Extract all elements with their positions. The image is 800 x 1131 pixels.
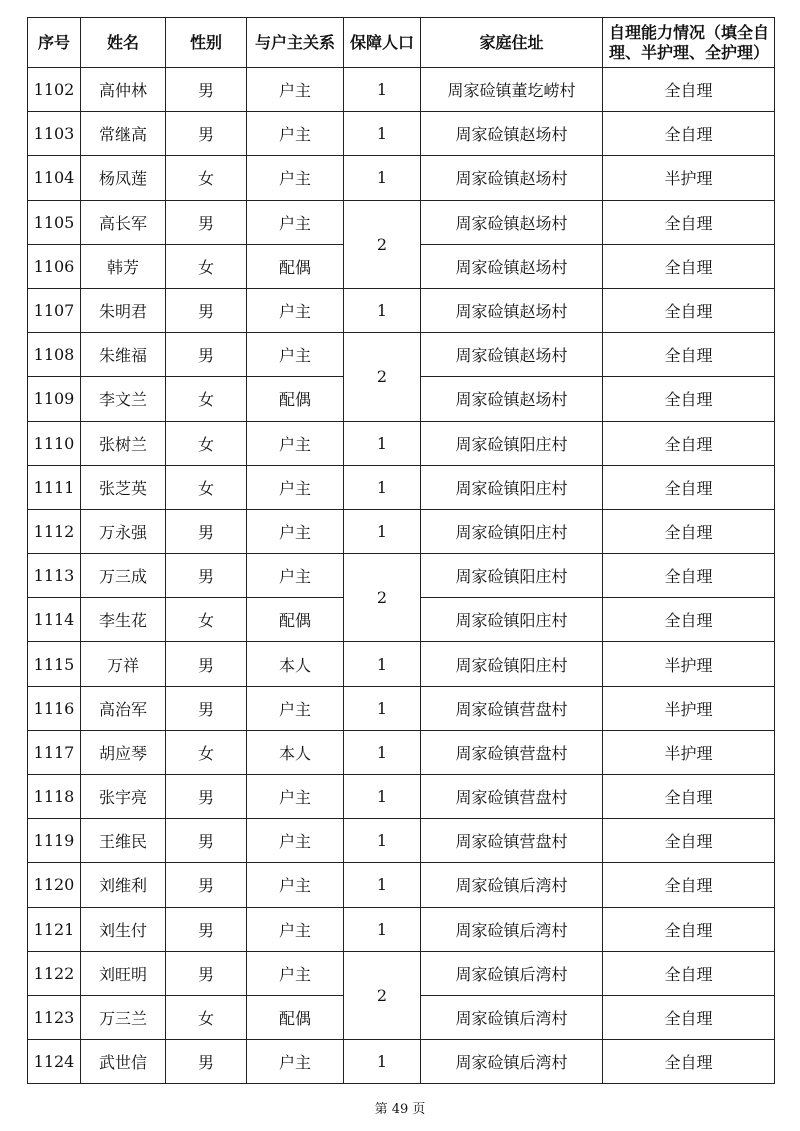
cell-ability: 全自理 [603, 112, 775, 156]
cell-name: 万三兰 [81, 995, 166, 1039]
cell-name: 万永强 [81, 509, 166, 553]
cell-address: 周家硷镇阳庄村 [421, 554, 603, 598]
cell-gender: 男 [166, 288, 247, 332]
cell-id: 1113 [28, 554, 81, 598]
cell-id: 1107 [28, 288, 81, 332]
cell-address: 周家硷镇阳庄村 [421, 465, 603, 509]
cell-id: 1110 [28, 421, 81, 465]
cell-relation: 户主 [247, 686, 344, 730]
table-row [28, 200, 775, 244]
table-row [28, 421, 775, 465]
cell-address: 周家硷镇阳庄村 [421, 642, 603, 686]
cell-address: 周家硷镇阳庄村 [421, 509, 603, 553]
cell-address: 周家硷镇后湾村 [421, 951, 603, 995]
cell-ability: 全自理 [603, 377, 775, 421]
cell-name: 刘生付 [81, 907, 166, 951]
table-row [28, 775, 775, 819]
cell-address: 周家硷镇后湾村 [421, 1040, 603, 1084]
cell-name: 李生花 [81, 598, 166, 642]
cell-address: 周家硷镇赵场村 [421, 112, 603, 156]
cell-ability: 全自理 [603, 819, 775, 863]
cell-id: 1106 [28, 244, 81, 288]
cell-name: 常继高 [81, 112, 166, 156]
cell-ability: 全自理 [603, 200, 775, 244]
cell-relation: 户主 [247, 863, 344, 907]
table-row [28, 554, 775, 598]
cell-relation: 户主 [247, 200, 344, 244]
cell-population: 1 [344, 642, 421, 686]
cell-gender: 女 [166, 421, 247, 465]
cell-relation: 配偶 [247, 377, 344, 421]
cell-id: 1105 [28, 200, 81, 244]
cell-gender: 男 [166, 1040, 247, 1084]
cell-id: 1124 [28, 1040, 81, 1084]
cell-ability: 全自理 [603, 775, 775, 819]
cell-address: 周家硷镇赵场村 [421, 156, 603, 200]
cell-population: 1 [344, 730, 421, 774]
cell-address: 周家硷镇阳庄村 [421, 598, 603, 642]
cell-gender: 男 [166, 200, 247, 244]
cell-relation: 户主 [247, 156, 344, 200]
cell-id: 1121 [28, 907, 81, 951]
cell-id: 1102 [28, 68, 81, 112]
cell-relation: 配偶 [247, 598, 344, 642]
table-row [28, 819, 775, 863]
cell-ability: 半护理 [603, 730, 775, 774]
header-id: 序号 [28, 18, 81, 68]
cell-relation: 户主 [247, 775, 344, 819]
cell-name: 高治军 [81, 686, 166, 730]
cell-address: 周家硷镇后湾村 [421, 995, 603, 1039]
cell-name: 刘维利 [81, 863, 166, 907]
cell-gender: 男 [166, 775, 247, 819]
cell-ability: 全自理 [603, 995, 775, 1039]
cell-relation: 户主 [247, 421, 344, 465]
table-row [28, 112, 775, 156]
cell-population: 1 [344, 907, 421, 951]
cell-id: 1123 [28, 995, 81, 1039]
cell-gender: 女 [166, 730, 247, 774]
cell-id: 1120 [28, 863, 81, 907]
table-row [28, 730, 775, 774]
table-row [28, 509, 775, 553]
header-relation: 与户主关系 [247, 18, 344, 68]
cell-ability: 半护理 [603, 156, 775, 200]
cell-relation: 本人 [247, 642, 344, 686]
cell-id: 1117 [28, 730, 81, 774]
cell-population: 1 [344, 775, 421, 819]
table-row [28, 642, 775, 686]
cell-ability: 全自理 [603, 907, 775, 951]
cell-population: 1 [344, 421, 421, 465]
cell-address: 周家硷镇赵场村 [421, 377, 603, 421]
cell-address: 周家硷镇赵场村 [421, 333, 603, 377]
cell-relation: 户主 [247, 509, 344, 553]
table-row [28, 68, 775, 112]
cell-ability: 全自理 [603, 333, 775, 377]
cell-name: 万祥 [81, 642, 166, 686]
table-row [28, 907, 775, 951]
cell-gender: 男 [166, 554, 247, 598]
cell-id: 1108 [28, 333, 81, 377]
cell-ability: 半护理 [603, 642, 775, 686]
cell-population: 1 [344, 112, 421, 156]
cell-ability: 全自理 [603, 863, 775, 907]
cell-relation: 户主 [247, 68, 344, 112]
cell-population: 1 [344, 1040, 421, 1084]
cell-name: 高仲林 [81, 68, 166, 112]
cell-name: 武世信 [81, 1040, 166, 1084]
cell-gender: 男 [166, 112, 247, 156]
cell-gender: 女 [166, 244, 247, 288]
cell-address: 周家硷镇后湾村 [421, 863, 603, 907]
cell-id: 1103 [28, 112, 81, 156]
table-header-row [28, 18, 775, 68]
cell-gender: 女 [166, 995, 247, 1039]
cell-address: 周家硷镇赵场村 [421, 244, 603, 288]
cell-population: 1 [344, 68, 421, 112]
cell-name: 韩芳 [81, 244, 166, 288]
cell-population: 2 [344, 554, 421, 642]
cell-population: 1 [344, 509, 421, 553]
cell-ability: 全自理 [603, 68, 775, 112]
cell-relation: 户主 [247, 819, 344, 863]
cell-name: 朱维福 [81, 333, 166, 377]
cell-relation: 户主 [247, 333, 344, 377]
cell-name: 万三成 [81, 554, 166, 598]
cell-relation: 户主 [247, 465, 344, 509]
cell-gender: 男 [166, 907, 247, 951]
header-population: 保障人口 [344, 18, 421, 68]
cell-id: 1112 [28, 509, 81, 553]
cell-ability: 全自理 [603, 509, 775, 553]
cell-ability: 全自理 [603, 1040, 775, 1084]
cell-name: 张芝英 [81, 465, 166, 509]
cell-gender: 女 [166, 598, 247, 642]
cell-id: 1115 [28, 642, 81, 686]
cell-ability: 半护理 [603, 686, 775, 730]
cell-population: 1 [344, 156, 421, 200]
page-number: 第 49 页 [374, 1102, 426, 1117]
cell-address: 周家硷镇营盘村 [421, 730, 603, 774]
cell-population: 2 [344, 333, 421, 421]
cell-name: 胡应琴 [81, 730, 166, 774]
cell-address: 周家硷镇阳庄村 [421, 421, 603, 465]
cell-name: 杨凤莲 [81, 156, 166, 200]
household-roster-table [27, 17, 775, 1084]
cell-population: 1 [344, 819, 421, 863]
cell-gender: 男 [166, 68, 247, 112]
table-row [28, 288, 775, 332]
cell-ability: 全自理 [603, 244, 775, 288]
cell-id: 1104 [28, 156, 81, 200]
table-row [28, 465, 775, 509]
cell-population: 1 [344, 288, 421, 332]
header-name: 姓名 [81, 18, 166, 68]
header-gender: 性别 [166, 18, 247, 68]
cell-id: 1122 [28, 951, 81, 995]
cell-relation: 户主 [247, 112, 344, 156]
cell-name: 李文兰 [81, 377, 166, 421]
cell-name: 王维民 [81, 819, 166, 863]
header-address: 家庭住址 [421, 18, 603, 68]
cell-address: 周家硷镇赵场村 [421, 288, 603, 332]
cell-gender: 男 [166, 863, 247, 907]
cell-population: 1 [344, 465, 421, 509]
cell-name: 高长军 [81, 200, 166, 244]
cell-population: 1 [344, 863, 421, 907]
cell-gender: 女 [166, 156, 247, 200]
header-ability: 自理能力情况（填全自理、半护理、全护理） [603, 18, 775, 68]
cell-name: 刘旺明 [81, 951, 166, 995]
cell-address: 周家硷镇赵场村 [421, 200, 603, 244]
cell-address: 周家硷镇营盘村 [421, 686, 603, 730]
cell-gender: 男 [166, 333, 247, 377]
table-row [28, 863, 775, 907]
cell-relation: 户主 [247, 907, 344, 951]
cell-ability: 全自理 [603, 421, 775, 465]
cell-population: 2 [344, 951, 421, 1039]
cell-relation: 配偶 [247, 995, 344, 1039]
table-row [28, 1040, 775, 1084]
cell-gender: 男 [166, 509, 247, 553]
cell-id: 1114 [28, 598, 81, 642]
cell-ability: 全自理 [603, 598, 775, 642]
cell-address: 周家硷镇营盘村 [421, 775, 603, 819]
cell-gender: 男 [166, 819, 247, 863]
cell-gender: 男 [166, 686, 247, 730]
cell-gender: 女 [166, 465, 247, 509]
cell-address: 周家硷镇后湾村 [421, 907, 603, 951]
cell-name: 张树兰 [81, 421, 166, 465]
cell-relation: 户主 [247, 951, 344, 995]
cell-id: 1118 [28, 775, 81, 819]
cell-relation: 配偶 [247, 244, 344, 288]
cell-name: 朱明君 [81, 288, 166, 332]
cell-id: 1116 [28, 686, 81, 730]
table-row [28, 686, 775, 730]
cell-relation: 户主 [247, 1040, 344, 1084]
cell-population: 1 [344, 686, 421, 730]
cell-ability: 全自理 [603, 465, 775, 509]
cell-gender: 女 [166, 377, 247, 421]
table-row [28, 156, 775, 200]
cell-ability: 全自理 [603, 554, 775, 598]
cell-id: 1109 [28, 377, 81, 421]
table-row [28, 951, 775, 995]
table-row [28, 333, 775, 377]
cell-ability: 全自理 [603, 288, 775, 332]
cell-gender: 男 [166, 642, 247, 686]
table-body [28, 68, 775, 1084]
cell-gender: 男 [166, 951, 247, 995]
cell-population: 2 [344, 200, 421, 288]
cell-id: 1111 [28, 465, 81, 509]
cell-name: 张宇亮 [81, 775, 166, 819]
cell-relation: 本人 [247, 730, 344, 774]
cell-relation: 户主 [247, 288, 344, 332]
cell-ability: 全自理 [603, 951, 775, 995]
cell-id: 1119 [28, 819, 81, 863]
cell-relation: 户主 [247, 554, 344, 598]
cell-address: 周家硷镇董圪崂村 [421, 68, 603, 112]
cell-address: 周家硷镇营盘村 [421, 819, 603, 863]
